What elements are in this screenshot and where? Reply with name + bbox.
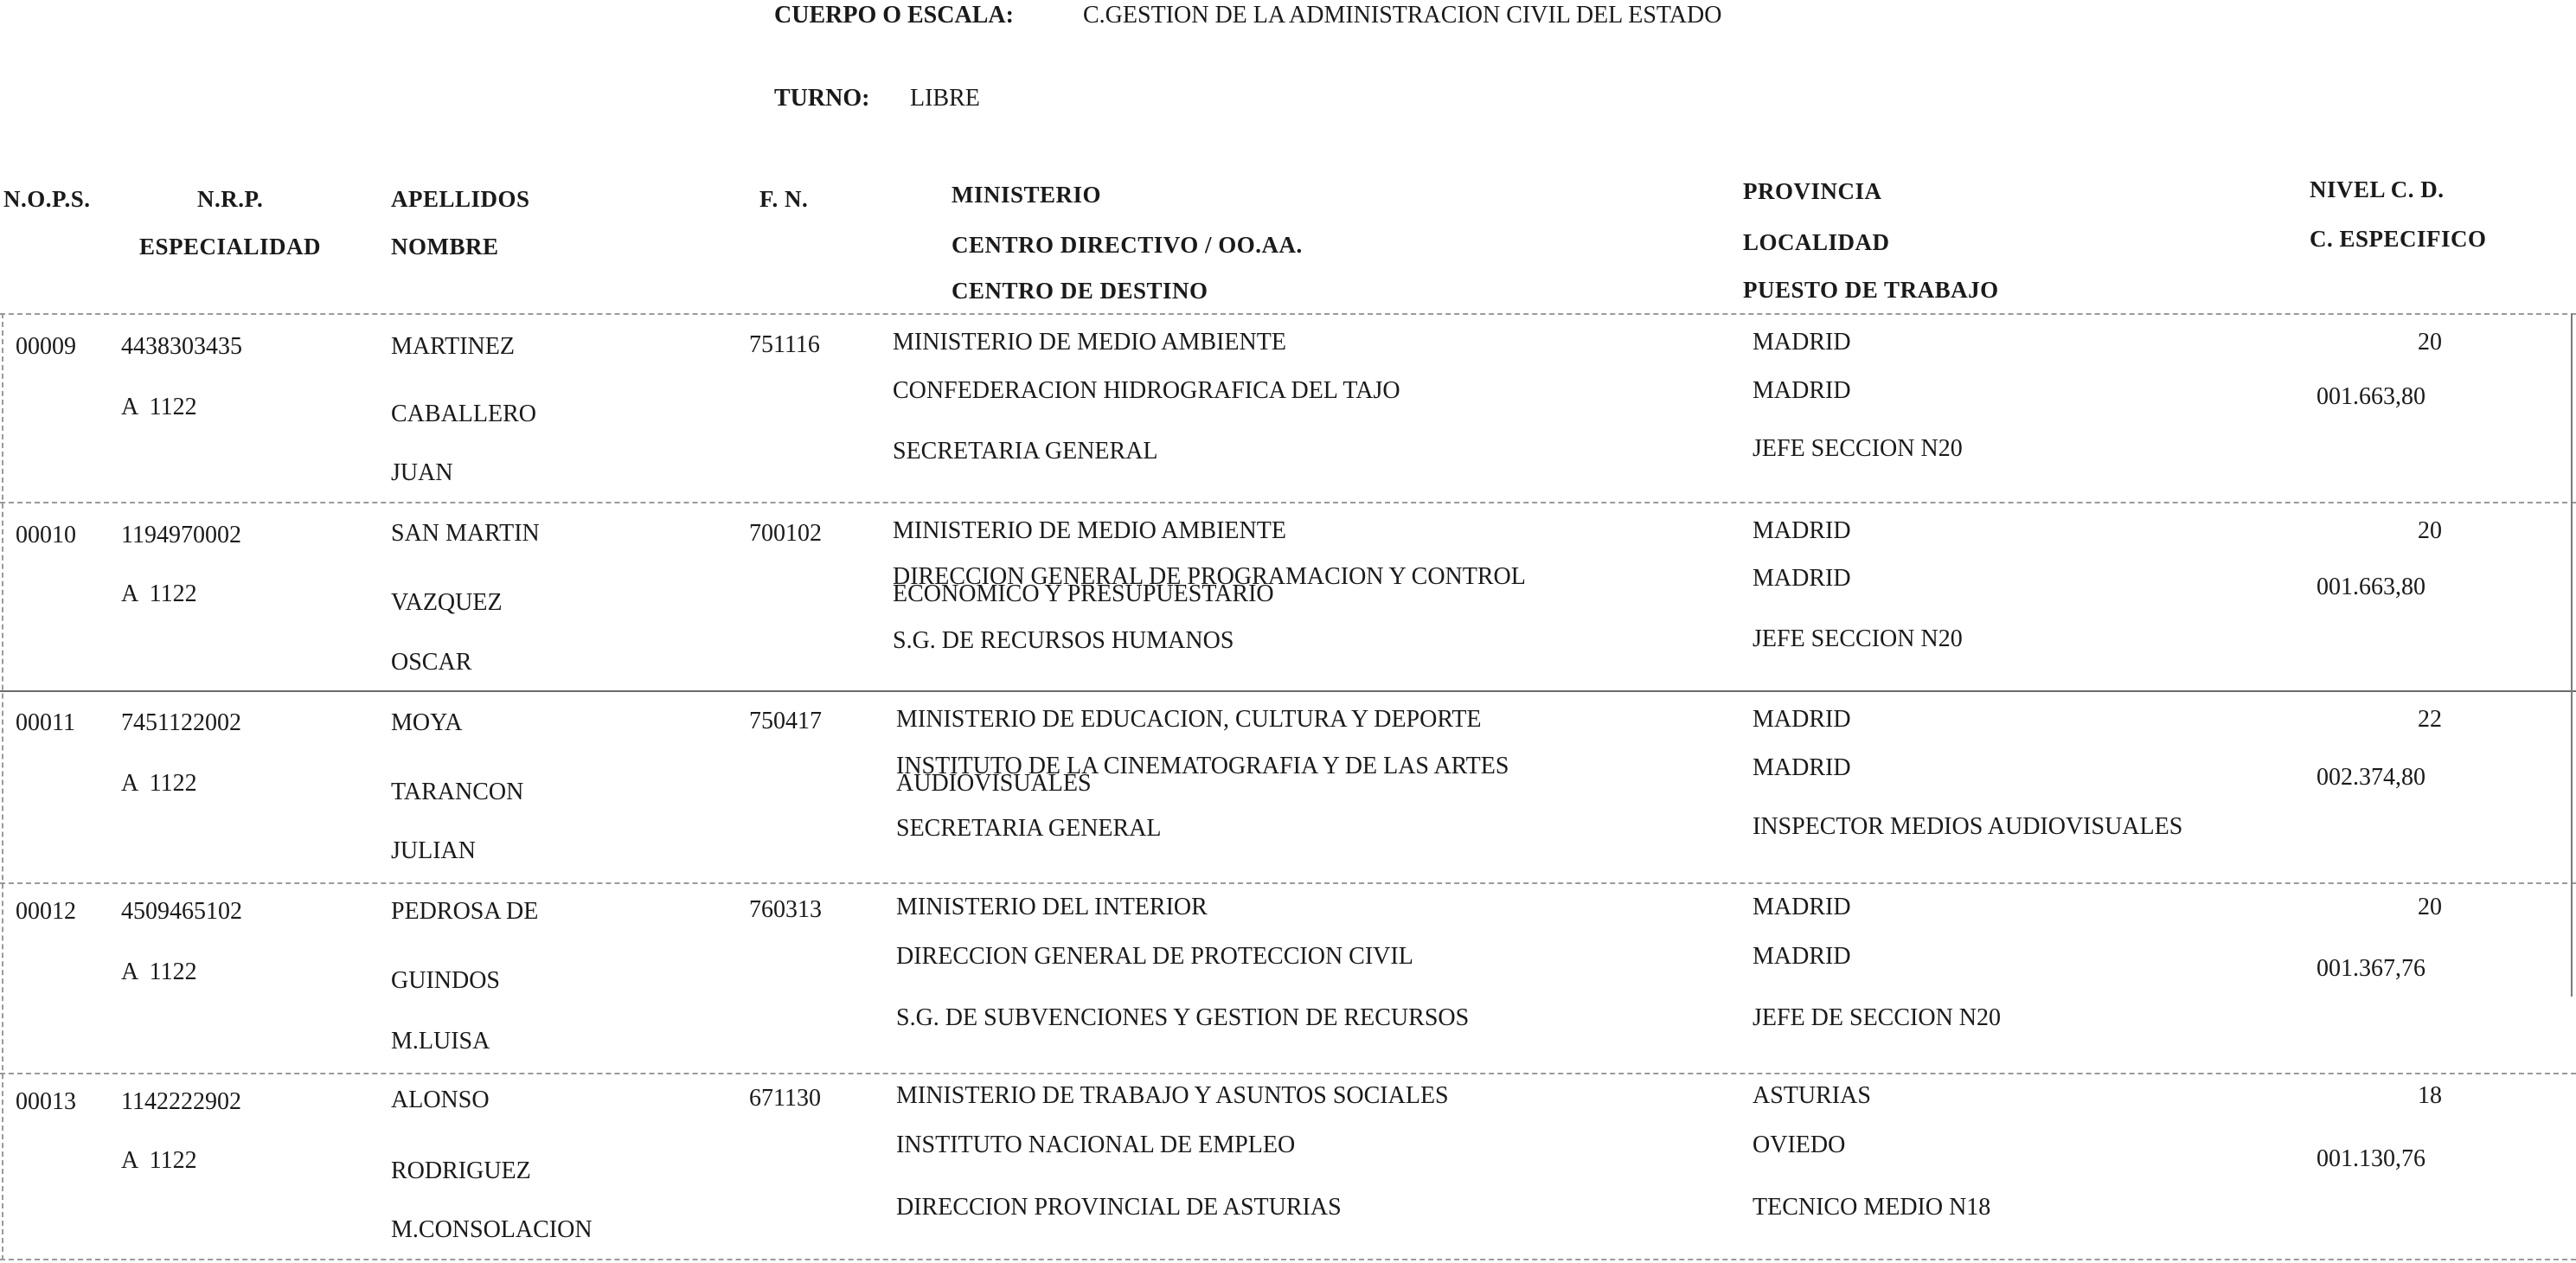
col-centro-destino: CENTRO DE DESTINO — [952, 278, 1208, 304]
especialidad-cell: A 1122 — [121, 580, 197, 607]
nrp-cell: 1142222902 — [121, 1088, 241, 1115]
centro-directivo-cell: INSTITUTO DE LA CINEMATOGRAFIA Y DE LAS ARTES AUDIOVISUALES — [896, 753, 1509, 798]
col-nops: N.O.P.S. — [3, 186, 91, 212]
especifico-cell: 001.367,76 — [2316, 955, 2425, 982]
centro-destino-cell: SECRETARIA GENERAL — [896, 815, 1162, 842]
apellido1-cell: PEDROSA DE — [391, 898, 539, 925]
apellido2-cell: VAZQUEZ — [391, 589, 503, 616]
apellido2-cell: CABALLERO — [391, 401, 536, 427]
puesto-cell: TECNICO MEDIO N18 — [1753, 1194, 1991, 1221]
especialidad-cell: A 1122 — [121, 1147, 197, 1174]
apellido2-cell: TARANCON — [391, 779, 524, 805]
nivel-cell: 20 — [2418, 517, 2442, 544]
especialidad-cell: A 1122 — [121, 770, 197, 797]
localidad-cell: MADRID — [1753, 565, 1851, 592]
nombre-cell: M.LUISA — [391, 1028, 490, 1055]
turno-value: LIBRE — [910, 85, 980, 112]
ministerio-cell: MINISTERIO DEL INTERIOR — [896, 894, 1208, 920]
especifico-cell: 001.130,76 — [2316, 1145, 2425, 1172]
localidad-cell: MADRID — [1753, 754, 1851, 781]
nombre-cell: OSCAR — [391, 649, 472, 676]
puesto-cell: JEFE SECCION N20 — [1753, 435, 1963, 462]
nops-cell: 00009 — [16, 333, 76, 360]
nrp-cell: 4509465102 — [121, 898, 242, 925]
centro-destino-cell: DIRECCION PROVINCIAL DE ASTURIAS — [896, 1194, 1342, 1221]
localidad-cell: MADRID — [1753, 943, 1851, 970]
apellido2-cell: RODRIGUEZ — [391, 1157, 531, 1184]
provincia-cell: ASTURIAS — [1753, 1082, 1871, 1109]
puesto-cell: INSPECTOR MEDIOS AUDIOVISUALES — [1753, 813, 2183, 840]
nrp-cell: 4438303435 — [121, 333, 242, 360]
col-provincia: PROVINCIA — [1743, 178, 1882, 204]
ministerio-cell: MINISTERIO DE MEDIO AMBIENTE — [893, 517, 1286, 544]
fn-cell: 760313 — [749, 896, 822, 923]
apellido1-cell: ALONSO — [391, 1087, 490, 1113]
ministerio-cell: MINISTERIO DE EDUCACION, CULTURA Y DEPORTE — [896, 706, 1482, 733]
apellido1-cell: MOYA — [391, 709, 463, 736]
row-divider — [0, 690, 2576, 692]
ministerio-cell: MINISTERIO DE MEDIO AMBIENTE — [893, 329, 1286, 356]
cuerpo-value: C.GESTION DE LA ADMINISTRACION CIVIL DEL ESTADO — [1083, 2, 1722, 29]
nrp-cell: 1194970002 — [121, 522, 241, 548]
nombre-cell: JUAN — [391, 459, 453, 486]
centro-directivo-cell: DIRECCION GENERAL DE PROTECCION CIVIL — [896, 943, 1413, 970]
col-ministerio: MINISTERIO — [952, 182, 1102, 208]
col-fn: F. N. — [759, 186, 809, 212]
turno-label: TURNO: — [774, 85, 870, 112]
col-centro-directivo: CENTRO DIRECTIVO / OO.AA. — [952, 232, 1303, 258]
apellido1-cell: SAN MARTIN — [391, 520, 540, 547]
col-puesto: PUESTO DE TRABAJO — [1743, 277, 1999, 303]
fn-cell: 700102 — [749, 520, 822, 547]
col-localidad: LOCALIDAD — [1743, 229, 1890, 255]
nivel-cell: 22 — [2418, 706, 2442, 733]
apellido2-cell: GUINDOS — [391, 967, 500, 994]
nops-cell: 00011 — [16, 709, 75, 736]
centro-destino-cell: SECRETARIA GENERAL — [893, 438, 1158, 465]
fn-cell: 671130 — [749, 1085, 821, 1112]
localidad-cell: OVIEDO — [1753, 1132, 1846, 1158]
puesto-cell: JEFE DE SECCION N20 — [1753, 1004, 2002, 1031]
puesto-cell: JEFE SECCION N20 — [1753, 625, 1963, 652]
ministerio-cell: MINISTERIO DE TRABAJO Y ASUNTOS SOCIALES — [896, 1082, 1449, 1109]
nivel-cell: 20 — [2418, 894, 2442, 920]
nops-cell: 00010 — [16, 522, 76, 548]
centro-directivo-cell: INSTITUTO NACIONAL DE EMPLEO — [896, 1132, 1296, 1158]
col-nivel: NIVEL C. D. — [2310, 176, 2445, 202]
especifico-cell: 002.374,80 — [2316, 764, 2425, 791]
fn-cell: 750417 — [749, 708, 822, 734]
fn-cell: 751116 — [749, 331, 820, 358]
col-especifico: C. ESPECIFICO — [2310, 226, 2487, 252]
nombre-cell: JULIAN — [391, 837, 476, 864]
provincia-cell: MADRID — [1753, 329, 1851, 356]
col-nrp: N.R.P. — [197, 186, 264, 212]
especialidad-cell: A 1122 — [121, 958, 197, 985]
nrp-cell: 7451122002 — [121, 709, 241, 736]
row-divider — [0, 502, 2576, 503]
row-divider — [0, 313, 2576, 315]
cuerpo-label: CUERPO O ESCALA: — [774, 2, 1014, 29]
col-apellidos: APELLIDOS — [391, 186, 530, 212]
especifico-cell: 001.663,80 — [2316, 383, 2425, 410]
provincia-cell: MADRID — [1753, 517, 1851, 544]
provincia-cell: MADRID — [1753, 894, 1851, 920]
table-left-border — [2, 313, 3, 1260]
col-especialidad: ESPECIALIDAD — [139, 234, 322, 260]
row-divider — [0, 882, 2576, 884]
localidad-cell: MADRID — [1753, 377, 1851, 404]
row-divider — [0, 1073, 2576, 1074]
centro-destino-cell: S.G. DE SUBVENCIONES Y GESTION DE RECURSOS — [896, 1004, 1470, 1031]
centro-directivo-cell: DIRECCION GENERAL DE PROGRAMACION Y CONTROL ECONOMICO Y PRESUPUESTARIO — [893, 563, 1525, 608]
nops-cell: 00012 — [16, 898, 76, 925]
nops-cell: 00013 — [16, 1088, 76, 1115]
row-divider — [0, 1259, 2576, 1260]
nombre-cell: M.CONSOLACION — [391, 1216, 593, 1243]
provincia-cell: MADRID — [1753, 706, 1851, 733]
especialidad-cell: A 1122 — [121, 394, 197, 420]
col-nombre: NOMBRE — [391, 234, 499, 260]
nivel-cell: 20 — [2418, 329, 2442, 356]
apellido1-cell: MARTINEZ — [391, 333, 515, 360]
centro-directivo-cell: CONFEDERACION HIDROGRAFICA DEL TAJO — [893, 377, 1400, 404]
nivel-cell: 18 — [2418, 1082, 2442, 1109]
table-right-border — [2571, 313, 2573, 997]
especifico-cell: 001.663,80 — [2316, 574, 2425, 600]
centro-destino-cell: S.G. DE RECURSOS HUMANOS — [893, 627, 1234, 654]
